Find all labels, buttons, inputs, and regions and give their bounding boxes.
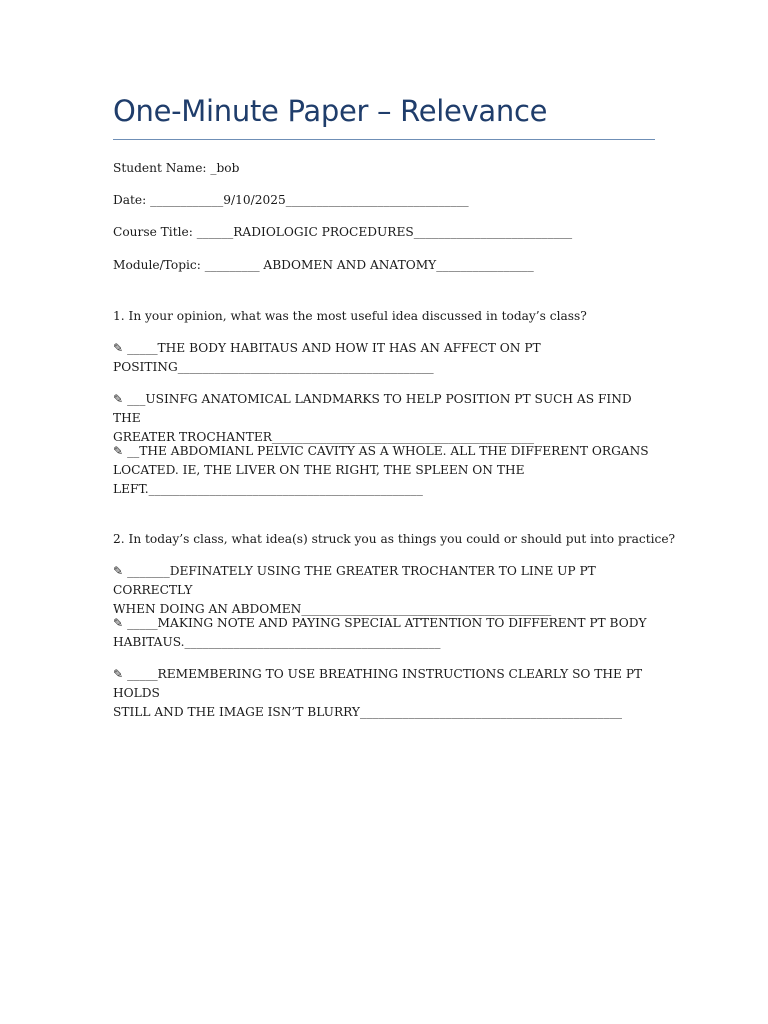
question-1-answer-2: ✎ ___USINFG ANATOMICAL LANDMARKS TO HELP POSITION PT SUCH AS FIND THE GREATER TROCHANTER___________________________________________	[113, 392, 632, 444]
module-topic-field: Module/Topic: _________ ABDOMEN AND ANATOMY________________	[113, 258, 534, 272]
question-1-answer-1: ✎ _____THE BODY HABITAUS AND HOW IT HAS AN AFFECT ON PT POSITING__________________________________________	[113, 341, 541, 374]
page-title: One-Minute Paper – Relevance	[113, 94, 548, 128]
question-1-prompt: 1. In your opinion, what was the most useful idea discussed in today’s class?	[113, 309, 587, 323]
date-field: Date: ____________9/10/2025______________________________	[113, 193, 469, 207]
title-underline	[113, 139, 655, 140]
course-title-field: Course Title: ______RADIOLOGIC PROCEDURES__________________________	[113, 225, 573, 239]
question-2-answer-2: ✎ _____MAKING NOTE AND PAYING SPECIAL ATTENTION TO DIFFERENT PT BODY HABITAUS.__________________________________________	[113, 616, 647, 649]
question-2-answer-3: ✎ _____REMEMBERING TO USE BREATHING INSTRUCTIONS CLEARLY SO THE PT HOLDS STILL AND THE IMAGE ISN’T BLURRY___________________________________________	[113, 667, 643, 719]
student-name-field: Student Name: _bob	[113, 161, 240, 175]
question-1-answer-3: ✎ __THE ABDOMIANL PELVIC CAVITY AS A WHOLE. ALL THE DIFFERENT ORGANS LOCATED. IE, THE LIVER ON THE RIGHT, THE SPLEEN ON THE LEFT._____________________________________________	[113, 444, 649, 496]
question-2-prompt: 2. In today’s class, what idea(s) struck you as things you could or should put into practice?	[113, 532, 676, 546]
question-2-answer-1: ✎ _______DEFINATELY USING THE GREATER TROCHANTER TO LINE UP PT CORRECTLY WHEN DOING AN ABDOMEN_________________________________________	[113, 564, 596, 616]
